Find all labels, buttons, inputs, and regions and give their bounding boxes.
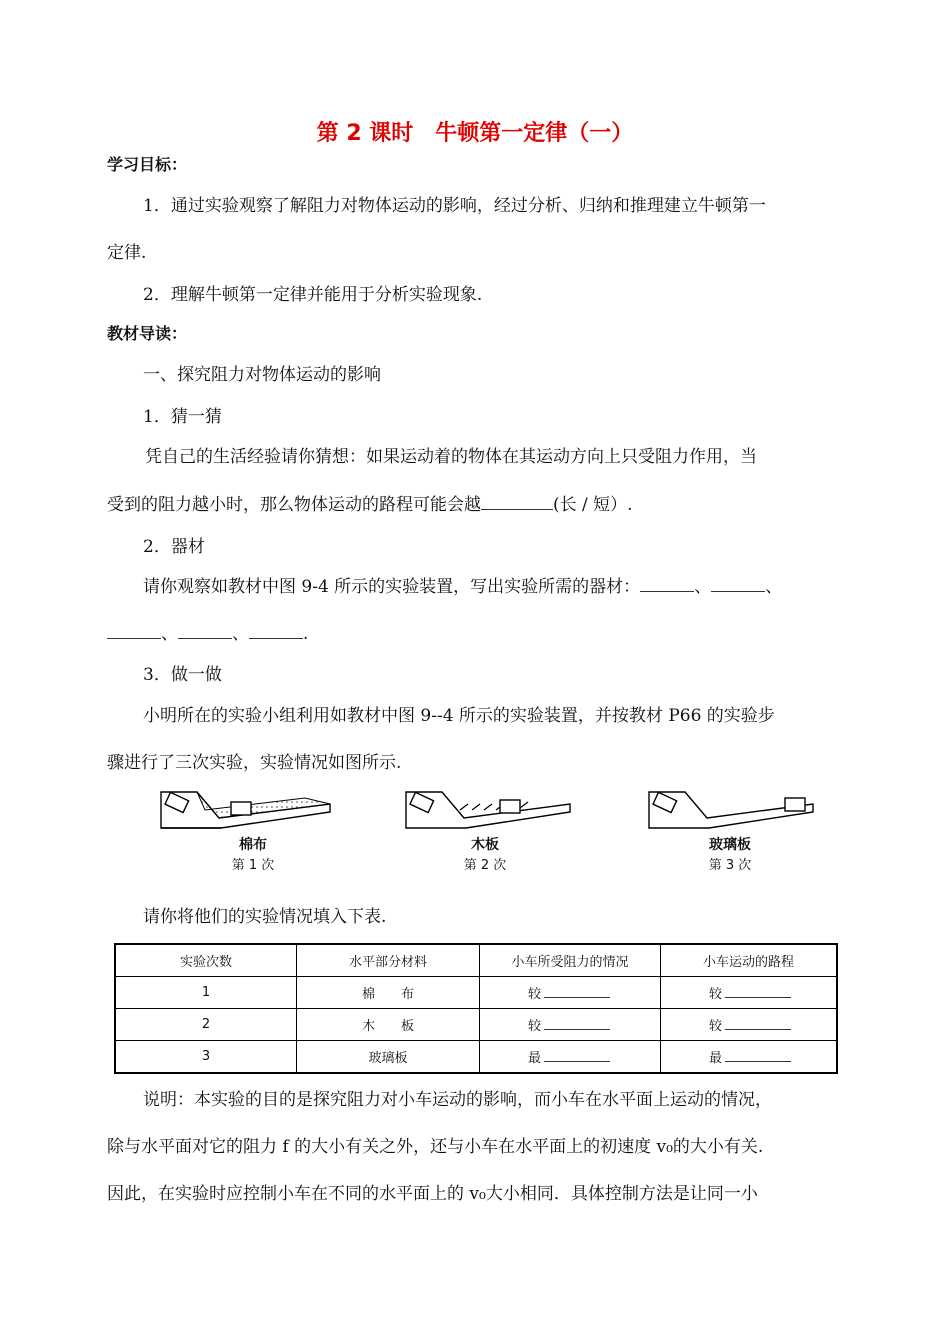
table-header-row (115, 944, 837, 977)
note-line2: 除与水平面对它的阻力 f 的大小有关之外，还与小车在水平面上的初速度 v₀的大小有关. (107, 1137, 764, 1157)
resistance-cell (480, 977, 661, 1009)
section-1-heading: 一、探究阻力对物体运动的影响 (143, 365, 381, 385)
answer-blank[interactable] (725, 1016, 791, 1030)
material-cell: 棉 布 (297, 977, 480, 1009)
answer-blank[interactable] (725, 984, 791, 998)
surface-label-glass: 玻璃板 (709, 837, 751, 853)
resistance-cell (480, 1009, 661, 1041)
fill-table-instruction: 请你将他们的实验情况填入下表. (143, 907, 387, 927)
answer-blank[interactable] (640, 575, 694, 592)
resistance-prefix: 较 (528, 1019, 542, 1034)
note-line3: 因此，在实验时应控制小车在不同的水平面上的 v₀大小相同．具体控制方法是让同一小 (107, 1184, 758, 1204)
run-label-2: 第 2 次 (463, 858, 507, 873)
resistance-cell (480, 1041, 661, 1074)
resistance-prefix: 最 (528, 1051, 542, 1066)
answer-blank[interactable] (107, 622, 161, 639)
distance-prefix: 最 (709, 1051, 723, 1066)
distance-prefix: 较 (709, 987, 723, 1002)
guess-line2-text: 受到的阻力越小时，那么物体运动的路程可能会越 (107, 495, 481, 515)
table-header: 水平部分材料 (297, 944, 480, 977)
material-cell: 玻璃板 (297, 1041, 480, 1074)
table-header: 小车运动的路程 (661, 944, 838, 977)
do-line1: 小明所在的实验小组利用如教材中图 9--4 所示的实验装置，并按教材 P66 的实验步 (143, 706, 775, 726)
equip-line2 (107, 619, 308, 644)
distance-cell (661, 1041, 838, 1074)
answer-blank[interactable] (544, 1048, 610, 1062)
guide-heading: 教材导读： (107, 324, 188, 343)
answer-blank[interactable] (544, 1016, 610, 1030)
separator: 、 (694, 577, 712, 597)
separator: 、 (765, 577, 783, 597)
table-row (115, 977, 837, 1009)
experiment-figure (155, 780, 835, 880)
objective-1-line1: 1．通过实验观察了解阻力对物体运动的影响，经过分析、归纳和推理建立牛顿第一 (143, 196, 766, 216)
run-number: 1 (115, 977, 297, 1009)
results-table (114, 943, 838, 1074)
objective-2: 2．理解牛顿第一定律并能用于分析实验现象. (143, 285, 483, 305)
equip-line1 (143, 572, 782, 597)
guess-line2 (107, 490, 633, 515)
resistance-prefix: 较 (528, 987, 542, 1002)
ramp-wood (406, 792, 570, 828)
answer-blank[interactable] (481, 493, 553, 510)
material-cell: 木 板 (297, 1009, 480, 1041)
run-number: 2 (115, 1009, 297, 1041)
answer-blank[interactable] (725, 1048, 791, 1062)
table-row (115, 1041, 837, 1074)
step-1-heading: 1．猜一猜 (143, 407, 222, 427)
step-2-heading: 2．器材 (143, 537, 205, 557)
run-label-3: 第 3 次 (708, 858, 752, 873)
objectives-heading: 学习目标： (107, 155, 188, 174)
surface-label-wood: 木板 (471, 837, 499, 853)
guess-line1: 凭自己的生活经验请你猜想：如果运动着的物体在其运动方向上只受阻力作用，当 (145, 447, 757, 467)
answer-blank[interactable] (249, 622, 303, 639)
answer-blank[interactable] (711, 575, 765, 592)
table-header: 实验次数 (115, 944, 297, 977)
separator: 、 (232, 624, 249, 644)
run-number: 3 (115, 1041, 297, 1074)
do-line2: 骤进行了三次实验，实验情况如图所示. (107, 753, 402, 773)
answer-blank[interactable] (178, 622, 232, 639)
run-label-1: 第 1 次 (231, 858, 275, 873)
separator: 、 (161, 624, 178, 644)
ramp-glass (649, 792, 813, 828)
objective-1-line2: 定律. (107, 243, 147, 263)
distance-cell (661, 1009, 838, 1041)
surface-label-cotton: 棉布 (239, 837, 267, 853)
table-row (115, 1009, 837, 1041)
separator: . (303, 624, 309, 644)
page-title: 第 2 课时 牛顿第一定律（一） (316, 121, 634, 146)
ramp-cotton (161, 792, 330, 828)
distance-prefix: 较 (709, 1019, 723, 1034)
answer-blank[interactable] (544, 984, 610, 998)
distance-cell (661, 977, 838, 1009)
table-header: 小车所受阻力的情况 (480, 944, 661, 977)
guess-line2-options: (长 / 短）. (553, 495, 633, 515)
step-3-heading: 3．做一做 (143, 665, 222, 685)
equip-text: 请你观察如教材中图 9-4 所示的实验装置，写出实验所需的器材： (143, 577, 641, 597)
note-line1: 说明：本实验的目的是探究阻力对小车运动的影响，而小车在水平面上运动的情况， (143, 1090, 772, 1110)
